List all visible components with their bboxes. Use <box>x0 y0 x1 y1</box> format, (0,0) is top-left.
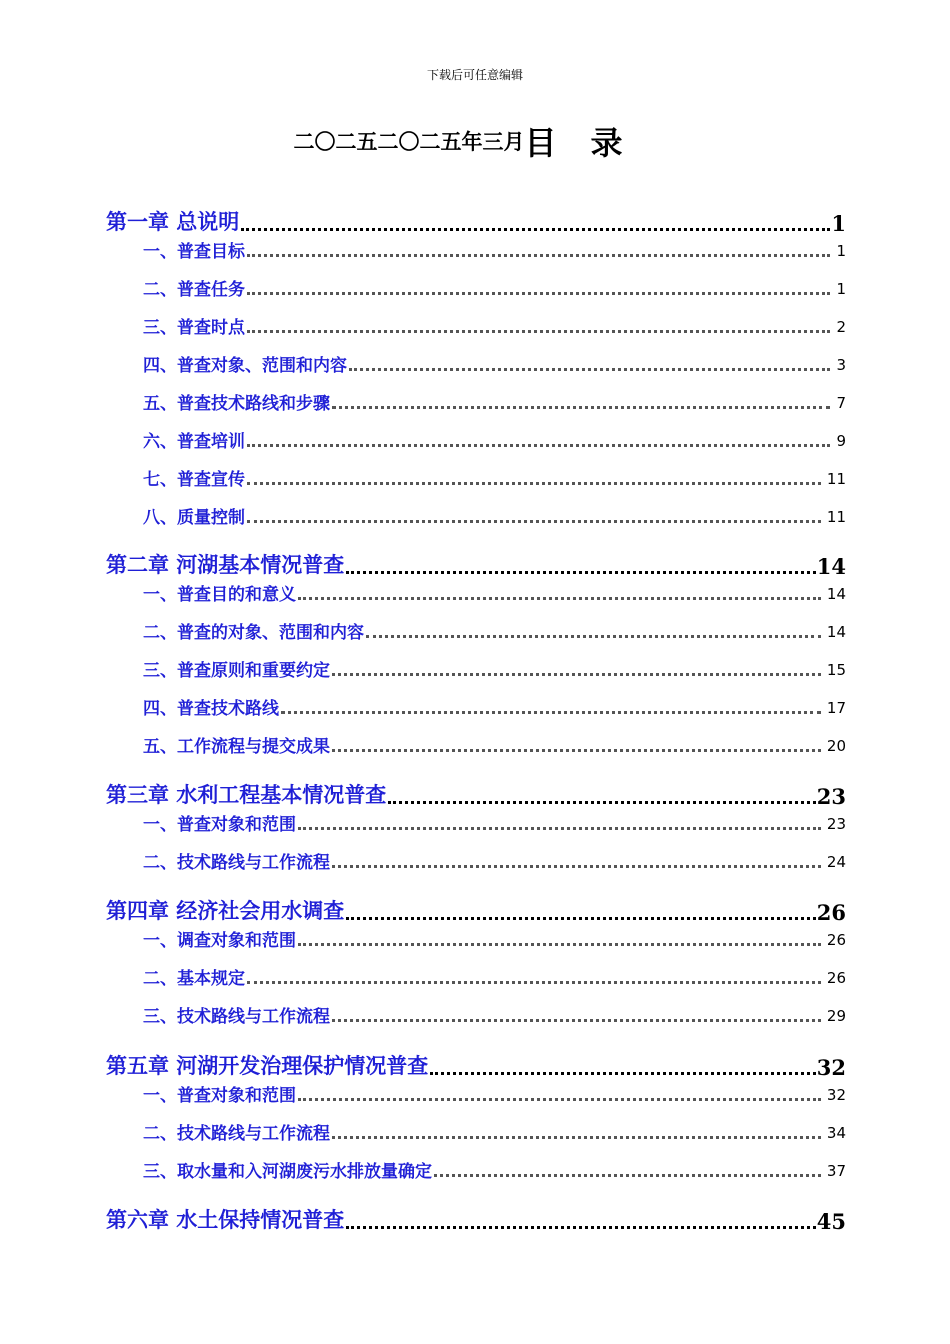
toc-dot-leader <box>332 402 830 409</box>
toc-entry-label: 第五章 河湖开发治理保护情况普查 <box>106 1053 429 1078</box>
toc-section-entry[interactable] <box>143 581 846 605</box>
toc-section-entry[interactable] <box>143 965 846 989</box>
toc-section-entry[interactable] <box>143 314 846 338</box>
toc-dot-leader <box>281 707 821 714</box>
toc-page-number: 23 <box>826 815 846 833</box>
toc-page-number: 7 <box>836 394 846 412</box>
toc-entry-label: 一、普查对象和范围 <box>143 1086 296 1106</box>
toc-entry-label: 第二章 河湖基本情况普查 <box>106 552 345 577</box>
toc-entry-label: 三、普查原则和重要约定 <box>143 661 330 681</box>
toc-dot-leader <box>346 1220 815 1229</box>
title-text: 目录 <box>524 124 657 162</box>
toc-dot-leader <box>332 669 821 676</box>
toc-entry-label: 八、质量控制 <box>143 508 245 528</box>
toc-dot-leader <box>430 1066 815 1075</box>
toc-page-number: 14 <box>816 554 846 579</box>
toc-page-number: 37 <box>826 1162 846 1180</box>
toc-entry-label: 七、普查宣传 <box>143 470 245 490</box>
toc-entry-label: 三、技术路线与工作流程 <box>143 1007 330 1027</box>
toc-page-number: 26 <box>826 969 846 987</box>
toc-page-number: 14 <box>826 623 846 641</box>
toc-entry-label: 四、普查技术路线 <box>143 699 279 719</box>
toc-entry-label: 二、技术路线与工作流程 <box>143 1124 330 1144</box>
toc-section-entry[interactable] <box>143 657 846 681</box>
toc-entry-label: 二、普查的对象、范围和内容 <box>143 623 364 643</box>
toc-entry-label: 三、取水量和入河湖废污水排放量确定 <box>143 1162 432 1182</box>
toc-dot-leader <box>298 593 821 600</box>
toc-section-entry[interactable] <box>143 695 846 719</box>
toc-dot-leader <box>247 977 821 984</box>
toc-entry-label: 一、普查对象和范围 <box>143 815 296 835</box>
toc-page-number: 1 <box>831 211 846 236</box>
toc-chapter-entry[interactable] <box>106 781 846 809</box>
toc-dot-leader <box>349 364 830 371</box>
toc-page-number: 34 <box>826 1124 846 1142</box>
toc-page-number: 15 <box>826 661 846 679</box>
toc-dot-leader <box>247 478 821 485</box>
toc-dot-leader <box>247 288 830 295</box>
toc-section-entry[interactable] <box>143 811 846 835</box>
toc-chapter-entry[interactable] <box>106 897 846 925</box>
toc-dot-leader <box>247 516 821 523</box>
toc-section-entry[interactable] <box>143 352 846 376</box>
toc-dot-leader <box>332 1015 821 1022</box>
toc-section-entry[interactable] <box>143 1082 846 1106</box>
toc-entry-label: 二、普查任务 <box>143 280 245 300</box>
toc-chapter-entry[interactable] <box>106 1052 846 1080</box>
toc-entry-label: 第三章 水利工程基本情况普查 <box>106 782 387 807</box>
toc-entry-label: 第四章 经济社会用水调查 <box>106 898 345 923</box>
toc-page-number: 26 <box>826 931 846 949</box>
toc-dot-leader <box>298 1094 821 1101</box>
toc-entry-label: 二、基本规定 <box>143 969 245 989</box>
toc-entry-label: 五、工作流程与提交成果 <box>143 737 330 757</box>
toc-entry-label: 一、普查目的和意义 <box>143 585 296 605</box>
toc-entry-label: 第六章 水土保持情况普查 <box>106 1207 345 1232</box>
toc-page-number: 26 <box>816 900 846 925</box>
toc-section-entry[interactable] <box>143 466 846 490</box>
toc-page-number: 17 <box>826 699 846 717</box>
toc-page-number: 29 <box>826 1007 846 1025</box>
toc-entry-label: 三、普查时点 <box>143 318 245 338</box>
toc-chapter-entry[interactable] <box>106 1206 846 1234</box>
toc-section-entry[interactable] <box>143 276 846 300</box>
toc-entry-label: 一、普查目标 <box>143 242 245 262</box>
toc-dot-leader <box>434 1170 821 1177</box>
header-note: 下载后可任意编辑 <box>426 68 523 82</box>
toc-section-entry[interactable] <box>143 927 846 951</box>
toc-page-number: 9 <box>836 432 846 450</box>
toc-page-number: 1 <box>836 242 846 260</box>
toc-dot-leader <box>346 565 815 574</box>
toc-entry-label: 四、普查对象、范围和内容 <box>143 356 347 376</box>
toc-page-number: 45 <box>816 1209 846 1234</box>
toc-dot-leader <box>247 250 830 257</box>
toc-chapter-entry[interactable] <box>106 208 846 236</box>
toc-section-entry[interactable] <box>143 1158 846 1182</box>
toc-section-entry[interactable] <box>143 238 846 262</box>
toc-entry-label: 六、普查培训 <box>143 432 245 452</box>
toc-section-entry[interactable] <box>143 504 846 528</box>
toc-dot-leader <box>388 795 815 804</box>
toc-dot-leader <box>332 861 821 868</box>
toc-page-number: 20 <box>826 737 846 755</box>
title-date-prefix: 二〇二五二〇二五年三月 <box>293 129 525 154</box>
toc-dot-leader <box>298 823 821 830</box>
toc-entry-label: 第一章 总说明 <box>106 209 240 234</box>
toc-page-number: 32 <box>816 1055 846 1080</box>
toc-section-entry[interactable] <box>143 428 846 452</box>
toc-page-number: 3 <box>836 356 846 374</box>
toc-page-number: 14 <box>826 585 846 603</box>
toc-section-entry[interactable] <box>143 1120 846 1144</box>
toc-section-entry[interactable] <box>143 619 846 643</box>
toc-section-entry[interactable] <box>143 1003 846 1027</box>
toc-section-entry[interactable] <box>143 390 846 414</box>
toc-dot-leader <box>247 326 830 333</box>
toc-page-number: 1 <box>836 280 846 298</box>
toc-page-number: 32 <box>826 1086 846 1104</box>
toc-page-number: 24 <box>826 853 846 871</box>
toc-chapter-entry[interactable] <box>106 551 846 579</box>
toc-entry-label: 五、普查技术路线和步骤 <box>143 394 330 414</box>
toc-dot-leader <box>366 631 821 638</box>
toc-dot-leader <box>332 745 821 752</box>
toc-section-entry[interactable] <box>143 849 846 873</box>
toc-entry-label: 二、技术路线与工作流程 <box>143 853 330 873</box>
toc-dot-leader <box>332 1132 821 1139</box>
toc-section-entry[interactable] <box>143 733 846 757</box>
toc-page-number: 23 <box>816 784 846 809</box>
toc-dot-leader <box>241 222 830 231</box>
toc-dot-leader <box>298 939 821 946</box>
toc-page-number: 11 <box>826 508 846 526</box>
toc-page-number: 11 <box>826 470 846 488</box>
toc-dot-leader <box>346 911 815 920</box>
toc-entry-label: 一、调查对象和范围 <box>143 931 296 951</box>
toc-dot-leader <box>247 440 830 447</box>
toc-page-number: 2 <box>836 318 846 336</box>
